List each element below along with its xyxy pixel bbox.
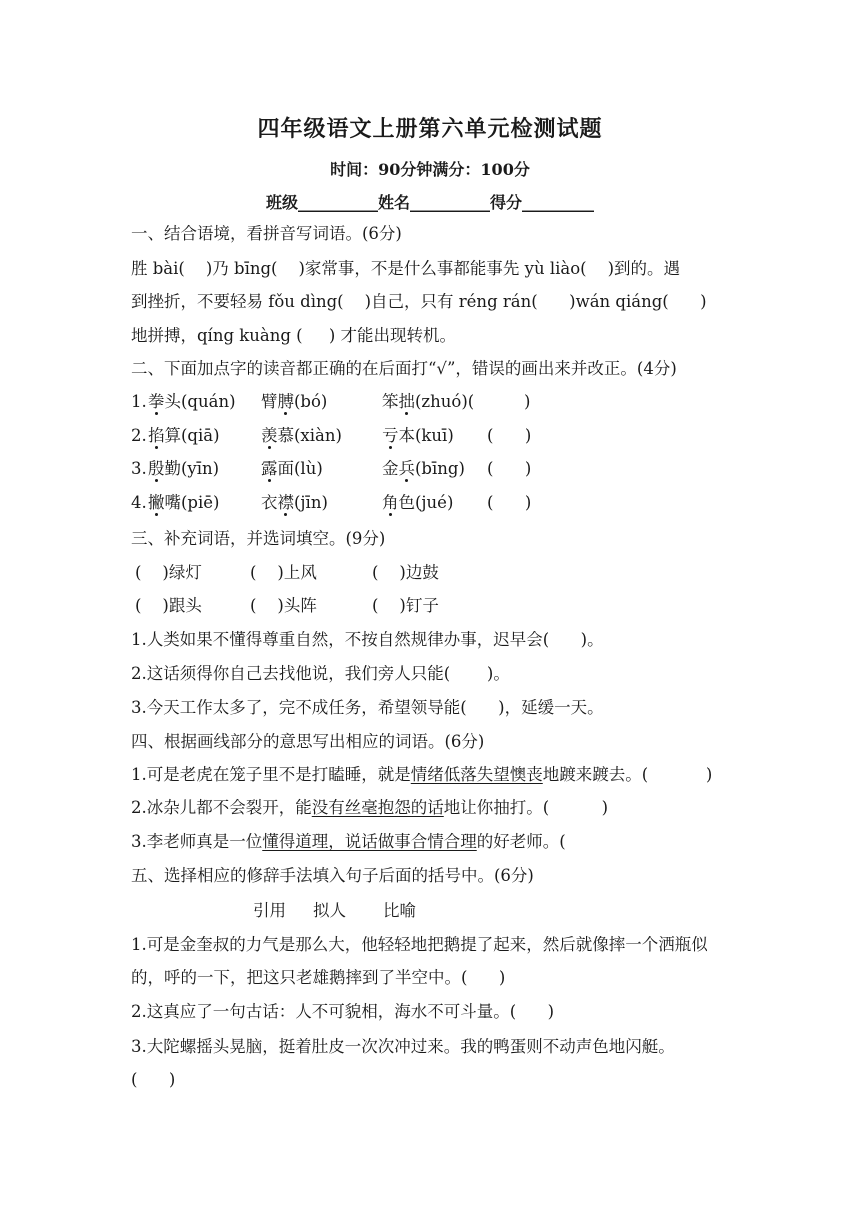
dotted-char: 角: [382, 493, 399, 512]
word-a: 拳头(quán): [148, 392, 236, 411]
answer-blank[interactable]: ( ): [487, 493, 532, 512]
section-1-heading: 一、结合语境，看拼音写词语。(6分): [131, 224, 402, 243]
answer-blank[interactable]: ): [524, 392, 531, 411]
word-b: 衣襟(jīn): [261, 493, 328, 512]
option-metaphor: 比喻: [383, 901, 416, 920]
word-c: 角色(jué): [382, 493, 454, 512]
row-number: 1.: [131, 392, 147, 411]
row-number: 3.: [131, 459, 147, 478]
dotted-char: 襟: [277, 493, 294, 512]
word-a: 撇嘴(piē): [148, 493, 220, 512]
section-3-question-1: 1.人类如果不懂得尊重自然，不按自然规律办事，迟早会( )。: [131, 630, 604, 649]
section-1-line-1: 胜 bài( )乃 bīng( )家常事，不是什么事都能事先 yù liào( )到的。遇: [131, 259, 681, 278]
page-title: 四年级语文上册第六单元检测试题: [257, 116, 603, 142]
word-b: 露面(lù): [261, 459, 323, 478]
dotted-char: 掐: [148, 426, 165, 445]
section-4-question-3: 3.李老师真是一位懂得道理，说话做事合情合理的好老师。(: [131, 832, 566, 851]
idiom-blank[interactable]: ( )上风: [250, 563, 317, 582]
dotted-char: 撇: [148, 493, 165, 512]
section-5-question-1a: 1.可是金奎叔的力气是那么大，他轻轻地把鹅提了起来，然后就像摔一个洒瓶似: [131, 935, 708, 954]
answer-blank[interactable]: ( ): [487, 426, 532, 445]
section-1-line-2: 到挫折，不要轻易 fǒu dìng( )自己，只有 réng rán( )wán qiáng( ): [131, 292, 707, 311]
idiom-blank[interactable]: ( )边鼓: [372, 563, 439, 582]
student-info-line: 班级__________姓名__________得分_________: [265, 193, 594, 212]
word-c: 笨拙(zhuó)(: [382, 392, 475, 411]
section-1-line-3: 地拼搏，qíng kuàng ( ) 才能出现转机。: [131, 326, 457, 345]
section-4-heading: 四、根据画线部分的意思写出相应的词语。(6分): [131, 732, 485, 751]
word-c: 金兵(bīng): [382, 459, 465, 478]
word-b: 臂膊(bó): [261, 392, 328, 411]
idiom-blank[interactable]: ( )钉子: [372, 596, 439, 615]
word-a: 掐算(qiā): [148, 426, 220, 445]
dotted-char: 拙: [398, 392, 415, 411]
option-quote: 引用: [253, 901, 286, 920]
section-5-question-3b: ( ): [131, 1070, 176, 1089]
answer-blank[interactable]: ( ): [487, 459, 532, 478]
section-5-question-2: 2.这真应了一句古话：人不可貌相，海水不可斗量。( ): [131, 1002, 555, 1021]
dotted-char: 殷: [148, 459, 165, 478]
section-3-question-2: 2.这话须得你自己去找他说，我们旁人只能( )。: [131, 664, 510, 683]
dotted-char: 露: [261, 459, 278, 478]
word-c: 亏本(kuī): [382, 426, 454, 445]
section-5-heading: 五、选择相应的修辞手法填入句子后面的括号中。(6分): [131, 866, 534, 885]
section-5-question-1b: 的，呼的一下，把这只老雄鹅摔到了半空中。( ): [131, 968, 506, 987]
row-number: 2.: [131, 426, 147, 445]
section-2-heading: 二、下面加点字的读音都正确的在后面打“√”，错误的画出来并改正。(4分): [131, 359, 677, 378]
dotted-char: 拳: [148, 392, 165, 411]
idiom-blank[interactable]: ( )头阵: [250, 596, 317, 615]
section-4-question-2: 2.冰杂儿都不会裂开，能没有丝毫抱怨的话地让你抽打。( ): [131, 798, 609, 817]
underlined-phrase: 情绪低落失望懊丧: [410, 765, 543, 784]
dotted-char: 亏: [382, 426, 399, 445]
section-3-heading: 三、补充词语，并选词填空。(9分): [131, 529, 386, 548]
option-personification: 拟人: [313, 901, 346, 920]
idiom-blank[interactable]: ( )跟头: [135, 596, 202, 615]
underlined-phrase: 没有丝毫抱怨的话: [311, 798, 444, 817]
word-a: 殷勤(yīn): [148, 459, 220, 478]
dotted-char: 膊: [277, 392, 294, 411]
section-4-question-1: 1.可是老虎在笼子里不是打瞌睡，就是情绪低落失望懊丧地踱来踱去。( ): [131, 765, 713, 784]
section-5-question-3a: 3.大陀螺摇头晃脑，挺着肚皮一次次冲过来。我的鸭蛋则不动声色地闪艇。: [131, 1037, 675, 1056]
section-3-question-3: 3.今天工作太多了，完不成任务，希望领导能( )，延缓一天。: [131, 698, 604, 717]
idiom-blank[interactable]: ( )绿灯: [135, 563, 202, 582]
exam-time-info: 时间：90分钟满分：100分: [330, 160, 530, 179]
underlined-phrase: 懂得道理，说话做事合情合理: [262, 832, 477, 851]
dotted-char: 兵: [398, 459, 415, 478]
row-number: 4.: [131, 493, 147, 512]
word-b: 羡慕(xiàn): [261, 426, 342, 445]
dotted-char: 羡: [261, 426, 278, 445]
